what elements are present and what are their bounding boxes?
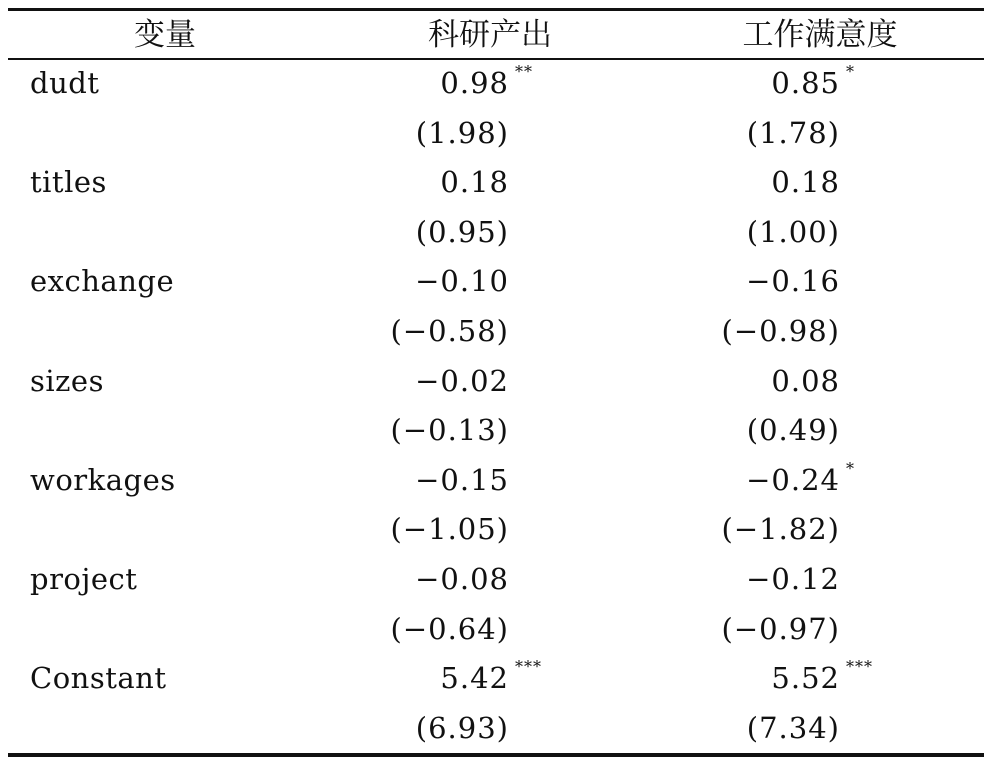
header-variable: 变量 [134,17,196,53]
research-output-tstat: (0.95) [415,214,509,249]
research-output-value: −0.15 [415,462,509,497]
table-row [0,407,992,457]
row-label: project [30,561,138,596]
table-row [0,358,992,408]
significance-stars: ** [515,62,533,81]
job-satisfaction-tstat: (1.78) [746,115,840,150]
job-satisfaction-value: 5.52 *** [771,657,873,696]
table-row [0,705,992,755]
job-satisfaction-tstat: (1.00) [746,214,840,249]
table-row [0,308,992,358]
row-label: workages [30,462,176,497]
table-header-row [0,11,992,58]
job-satisfaction-tstat: (−0.98) [721,313,840,348]
job-satisfaction-tstat: (−1.82) [721,512,840,547]
row-label: titles [30,165,107,200]
table-row [0,258,992,308]
row-label: exchange [30,264,175,299]
research-output-value: −0.02 [415,363,509,398]
research-output-tstat: (1.98) [415,115,509,150]
table-row [0,159,992,209]
research-output-tstat: (−0.13) [390,413,509,448]
significance-stars: * [846,458,855,478]
table-row [0,110,992,160]
table-row [0,60,992,110]
table-bottom-rule [8,753,984,757]
table-row [0,556,992,606]
job-satisfaction-value: −0.16 [746,264,840,299]
job-satisfaction-value: 0.08 [771,363,840,398]
table-row [0,209,992,259]
significance-stars: *** [846,657,873,677]
research-output-value: 0.18 [440,165,509,200]
research-output-tstat: (6.93) [415,710,509,745]
job-satisfaction-value: 0.85 * [771,62,855,100]
table-row [0,506,992,556]
table-row [0,606,992,656]
row-label: sizes [30,363,104,398]
job-satisfaction-tstat: (−0.97) [721,611,840,646]
job-satisfaction-value: 0.18 [771,165,840,200]
research-output-tstat: (−0.58) [390,313,509,348]
job-satisfaction-tstat: (7.34) [746,710,840,745]
table-row [0,655,992,705]
table-row [0,457,992,507]
header-research-output: 科研产出 [428,17,552,53]
table-body [0,60,992,754]
research-output-tstat: (−1.05) [390,512,509,547]
job-satisfaction-value: −0.12 [746,561,840,596]
research-output-value: −0.08 [415,561,509,596]
row-label: Constant [30,661,167,696]
research-output-value: −0.10 [415,264,509,299]
job-satisfaction-tstat: (0.49) [746,413,840,448]
significance-stars: * [846,62,855,81]
research-output-value: 5.42 *** [440,657,542,696]
research-output-value: 0.98 ** [440,62,533,100]
significance-stars: *** [515,657,542,677]
row-label: dudt [30,66,100,100]
job-satisfaction-value: −0.24 * [746,458,855,497]
research-output-tstat: (−0.64) [390,611,509,646]
header-job-satisfaction: 工作满意度 [742,17,898,53]
